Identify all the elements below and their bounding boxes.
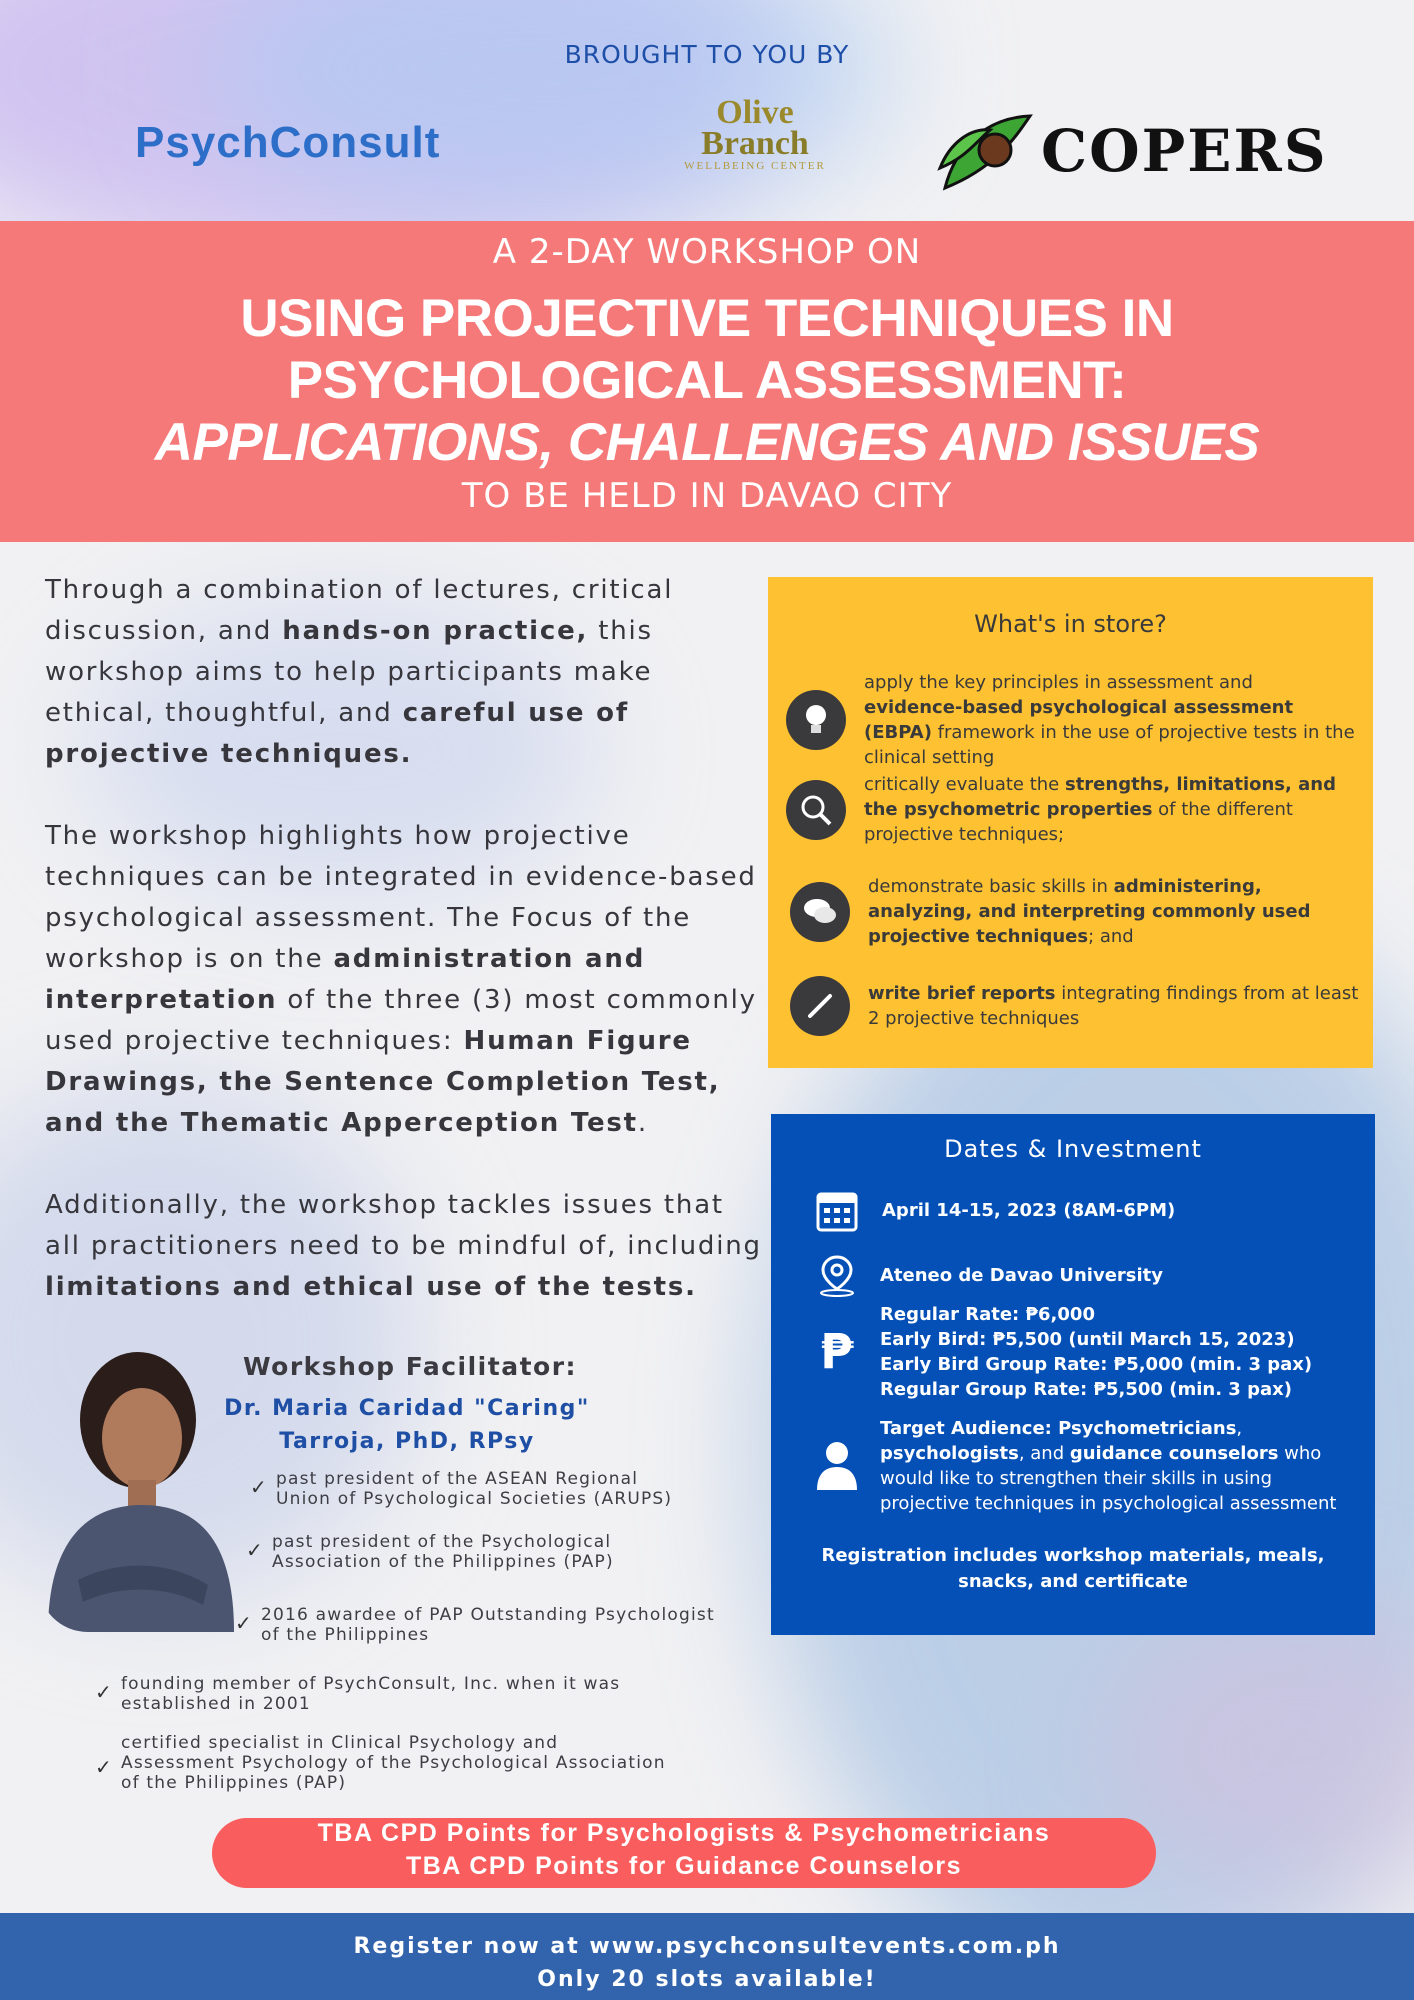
title-line-1: USING PROJECTIVE TECHNIQUES IN bbox=[240, 289, 1174, 348]
lightbulb-icon bbox=[786, 690, 846, 750]
checkmark-icon: ✓ bbox=[95, 1680, 113, 1704]
copers-logo bbox=[935, 108, 1328, 194]
bold-text: strengths, limitations, and the psychometric properties bbox=[864, 774, 1336, 820]
store-item-text bbox=[864, 772, 1356, 847]
date-row bbox=[812, 1188, 1175, 1232]
olive-logo-line2: Branch bbox=[701, 125, 809, 162]
magnifier-icon bbox=[786, 780, 846, 840]
olive-logo-line1: Olive bbox=[716, 94, 794, 131]
intro-paragraph-1 bbox=[45, 570, 765, 775]
copers-leaf-icon bbox=[935, 108, 1035, 194]
text-segment: of the three (3) most commonly used projective techniques: bbox=[45, 985, 757, 1056]
store-item bbox=[786, 670, 1356, 770]
text-segment: of the different projective techniques; bbox=[864, 799, 1293, 845]
cpd-line-2: TBA CPD Points for Guidance Counselors bbox=[405, 1852, 963, 1880]
store-item-text bbox=[864, 670, 1356, 770]
copers-wordmark: COPERS bbox=[1041, 117, 1328, 185]
venue-row bbox=[812, 1253, 1163, 1297]
bold-text: psychologists bbox=[880, 1443, 1019, 1464]
title-line-2: PSYCHOLOGICAL ASSESSMENT: bbox=[287, 351, 1127, 410]
text-segment: framework in the use of projective tests in the clinical setting bbox=[864, 722, 1355, 768]
store-item-text bbox=[868, 981, 1360, 1031]
bold-text: guidance counselors bbox=[1069, 1443, 1279, 1464]
bold-text: hands-on practice, bbox=[282, 616, 589, 646]
facilitator-name-line-2: Tarroja, PhD, RPsy bbox=[279, 1429, 535, 1454]
brought-to-you-by: BROUGHT TO YOU BY bbox=[564, 40, 850, 69]
olive-branch-logo bbox=[680, 94, 830, 172]
credential-text: certified specialist in Clinical Psychology and Assessment Psychology of the Psychological Association of the Philippines (PAP) bbox=[121, 1733, 666, 1793]
store-item bbox=[790, 874, 1360, 949]
dates-heading: Dates & Investment bbox=[944, 1135, 1202, 1163]
rate-regular-group: Regular Group Rate: ₱5,500 (min. 3 pax) bbox=[880, 1379, 1292, 1400]
credential-item bbox=[246, 1532, 646, 1572]
bold-text: Target Audience: Psychometricians bbox=[880, 1418, 1237, 1439]
credential-item bbox=[95, 1674, 655, 1714]
credential-text: 2016 awardee of PAP Outstanding Psychologist of the Philippines bbox=[261, 1605, 715, 1645]
rates-list bbox=[880, 1302, 1312, 1402]
credential-text: founding member of PsychConsult, Inc. when it was established in 2001 bbox=[121, 1674, 621, 1714]
text-segment: critically evaluate the bbox=[864, 774, 1065, 795]
facilitator-heading: Workshop Facilitator: bbox=[242, 1352, 578, 1381]
credential-text: past president of the ASEAN Regional Union of Psychological Societies (ARUPS) bbox=[276, 1469, 673, 1509]
banner-subtitle: A 2-DAY WORKSHOP ON bbox=[492, 232, 922, 272]
cpd-points-text bbox=[212, 1817, 1156, 1883]
cpd-line-1: TBA CPD Points for Psychologists & Psychometricians bbox=[317, 1819, 1051, 1847]
checkmark-icon: ✓ bbox=[235, 1611, 253, 1635]
credential-item bbox=[235, 1605, 715, 1645]
bold-text: limitations and ethical use of the tests. bbox=[45, 1272, 697, 1302]
bold-text: administration and interpretation bbox=[45, 944, 646, 1015]
text-segment: Additionally, the workshop tackles issues that all practitioners need to be mindful of, including bbox=[45, 1190, 762, 1261]
credential-text: past president of the Psychological Association of the Philippines (PAP) bbox=[272, 1532, 614, 1572]
peso-icon: ₱ bbox=[820, 1324, 854, 1380]
footer-text bbox=[0, 1930, 1414, 1996]
checkmark-icon: ✓ bbox=[250, 1475, 268, 1499]
event-venue: Ateneo de Davao University bbox=[880, 1264, 1163, 1286]
text-segment: apply the key principles in assessment and bbox=[864, 672, 1253, 693]
text-segment: , and bbox=[1018, 1443, 1070, 1464]
audience-row bbox=[812, 1416, 1350, 1516]
location-pin-icon bbox=[812, 1253, 862, 1297]
intro-paragraph-3 bbox=[45, 1185, 765, 1308]
text-segment: . bbox=[637, 1108, 648, 1138]
workshop-title bbox=[0, 288, 1414, 474]
rate-early-bird: Early Bird: ₱5,500 (until March 15, 2023) bbox=[880, 1329, 1295, 1350]
intro-text bbox=[45, 570, 765, 1349]
text-segment: integrating findings from at least 2 projective techniques bbox=[868, 983, 1359, 1029]
banner-location: TO BE HELD IN DAVAO CITY bbox=[461, 476, 953, 516]
checkmark-icon: ✓ bbox=[246, 1538, 264, 1562]
target-audience bbox=[880, 1416, 1350, 1516]
event-date: April 14-15, 2023 (8AM-6PM) bbox=[882, 1199, 1176, 1221]
text-segment: The workshop highlights how projective techniques can be integrated in evidence-based psychological assessment. The Focus of the workshop is on the bbox=[45, 821, 757, 974]
facilitator-name-line-1: Dr. Maria Caridad "Caring" bbox=[224, 1396, 590, 1421]
bold-text: write brief reports bbox=[868, 983, 1056, 1004]
intro-paragraph-2 bbox=[45, 816, 765, 1144]
store-item bbox=[790, 976, 1360, 1036]
calendar-icon bbox=[812, 1188, 862, 1232]
text-segment: demonstrate basic skills in bbox=[868, 876, 1114, 897]
olive-logo-subtitle: WELLBEING CENTER bbox=[684, 160, 826, 172]
rate-early-bird-group: Early Bird Group Rate: ₱5,000 (min. 3 pax) bbox=[880, 1354, 1313, 1375]
chat-bubbles-icon bbox=[790, 882, 850, 942]
bold-text: evidence-based psychological assessment (EBPA) bbox=[864, 697, 1294, 743]
text-segment: , bbox=[1236, 1418, 1243, 1439]
registration-includes: Registration includes workshop materials, meals, snacks, and certificate bbox=[821, 1545, 1325, 1592]
text-segment: Through a combination of lectures, critical discussion, and bbox=[45, 575, 674, 646]
text-segment: this workshop aims to help participants make ethical, thoughtful, and bbox=[45, 616, 653, 728]
person-icon bbox=[812, 1440, 862, 1492]
checkmark-icon: ✓ bbox=[95, 1755, 113, 1779]
text-segment: ; and bbox=[1088, 926, 1134, 947]
psychconsult-logo: PsychConsult bbox=[135, 118, 441, 167]
text-segment: who would like to strengthen their skills in using projective techniques in psychological assessment bbox=[880, 1443, 1337, 1514]
whats-in-store-heading: What's in store? bbox=[974, 610, 1167, 638]
store-item-text bbox=[868, 874, 1360, 949]
rate-regular: Regular Rate: ₱6,000 bbox=[880, 1304, 1095, 1325]
credential-item bbox=[95, 1733, 675, 1793]
store-item bbox=[786, 772, 1356, 847]
slots-notice: Only 20 slots available! bbox=[537, 1967, 877, 1992]
register-link[interactable]: Register now at www.psychconsultevents.com.ph bbox=[353, 1934, 1061, 1959]
title-line-3: APPLICATIONS, CHALLENGES AND ISSUES bbox=[154, 413, 1260, 472]
facilitator-name bbox=[222, 1392, 592, 1458]
bold-text: careful use of projective techniques. bbox=[45, 698, 629, 769]
bold-text: Human Figure Drawings, the Sentence Completion Test, and the Thematic Apperception Test bbox=[45, 1026, 721, 1138]
pencil-icon bbox=[790, 976, 850, 1036]
facilitator-photo bbox=[38, 1340, 234, 1632]
credential-item bbox=[250, 1469, 680, 1509]
bold-text: administering, analyzing, and interpreting commonly used projective techniques bbox=[868, 876, 1311, 947]
rates-row bbox=[812, 1302, 1312, 1402]
